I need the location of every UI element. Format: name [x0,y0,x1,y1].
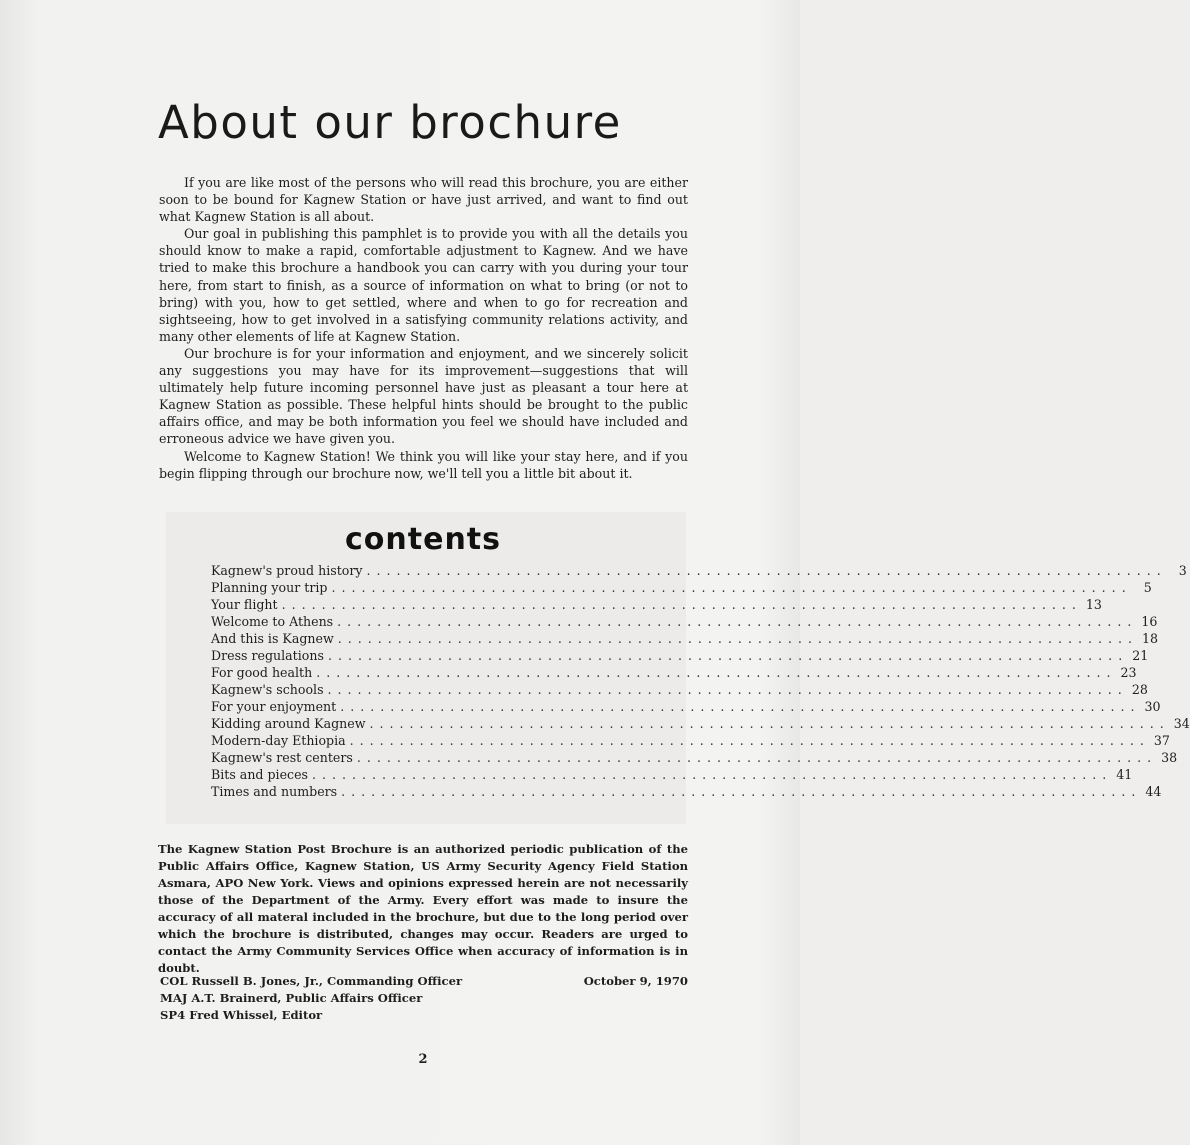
toc-entry-page: 37 [1153,733,1170,748]
toc-entry-label: Planning your trip [211,580,328,595]
page-title: About our brochure [158,96,622,149]
toc-entry [211,665,1137,682]
toc-entry-page: 34 [1173,716,1190,731]
toc-leader-dots: ................................................................................ [281,597,1082,612]
toc-entry-page: 23 [1120,665,1137,680]
toc-entry-page: 16 [1141,614,1158,629]
toc-entry [211,648,1149,665]
publication-date: October 9, 1970 [583,974,688,988]
intro-paragraph: Our goal in publishing this pamphlet is to provide you with all the details you should know to make a rapid, comfortable adjustment to Kagnew. And we have tried to make this brochure a handbook you can carry with you during your tour here, from start to finish, as a source of information on what to bring (or not to bring) with you, how to get settled, where and when to go for recreation and sightseeing, how to get involved in a satisfying community relations activity, and many other elements of life at Kagnew Station. [159,226,688,344]
intro-paragraph: Our brochure is for your information and enjoyment, and we sincerely solicit any suggestions you may have for its improvement—suggestions that will ultimately help future incoming personnel have just as pleasant a tour here at Kagnew Station as possible. These helpful hints should be brought to the public affairs office, and may be both information you feel we should have included and erroneous advice we have given you. [159,345,688,447]
credit-line: MAJ A.T. Brainerd, Public Affairs Officer [160,991,423,1005]
toc-entry [211,682,1148,699]
toc-leader-dots: ................................................................................ [366,563,1167,578]
toc-leader-dots: ................................................................................ [349,733,1150,748]
toc-entry-label: Modern-day Ethiopia [211,733,346,748]
toc-entry [211,784,1162,801]
toc-leader-dots: ................................................................................ [369,716,1170,731]
toc-entry-page: 13 [1085,597,1102,612]
toc-entry [211,750,1178,767]
toc-entry-label: Kidding around Kagnew [211,716,366,731]
toc-entry-label: For good health [211,665,313,680]
toc-entry-label: Kagnew's proud history [211,563,363,578]
toc-leader-dots: ................................................................................ [331,580,1132,595]
toc-entry-page: 18 [1142,631,1159,646]
toc-entry-label: Bits and pieces [211,767,309,782]
table-of-contents [211,563,1190,801]
page-number: 2 [418,1052,428,1067]
toc-entry [211,563,1187,580]
toc-leader-dots: ................................................................................ [337,614,1138,629]
toc-entry-label: Kagnew's rest centers [211,750,353,765]
toc-leader-dots: ................................................................................ [341,784,1142,799]
toc-entry [211,614,1158,631]
toc-leader-dots: ................................................................................ [327,682,1128,697]
toc-entry [211,733,1170,750]
toc-entry-label: Your flight [211,597,278,612]
intro-text [159,174,688,482]
toc-entry [211,699,1161,716]
toc-leader-dots: ................................................................................ [312,767,1113,782]
toc-entry-page: 41 [1116,767,1133,782]
toc-entry-label: And this is Kagnew [211,631,334,646]
toc-entry-page: 3 [1178,563,1187,578]
credit-line: COL Russell B. Jones, Jr., Commanding Officer [160,974,463,988]
toc-entry-page: 30 [1144,699,1161,714]
toc-leader-dots: ................................................................................ [337,631,1139,646]
intro-paragraph: Welcome to Kagnew Station! We think you will like your stay here, and if you begin flipping through our brochure now, we'll tell you a little bit about it. [159,448,688,481]
toc-entry-page: 38 [1161,750,1178,765]
toc-entry-page: 44 [1145,784,1162,799]
toc-leader-dots: ................................................................................ [327,648,1129,663]
toc-leader-dots: ................................................................................ [340,699,1141,714]
publication-notice: The Kagnew Station Post Brochure is an authorized periodic publication of the Public Affairs Office, Kagnew Station, US Army Security Agency Field Station Asmara, APO New York. Views and opinions expressed herein are not necessarily those of the Department of the Army. Every effort was made to insure the accuracy of all materal included in the brochure, but due to the long period over which the brochure is distributed, changes may occur. Readers are urged to contact the Army Community Services Office when accuracy of information is in doubt. [158,842,688,975]
toc-entry [211,580,1152,597]
toc-entry-label: Times and numbers [211,784,338,799]
toc-entry-page: 5 [1143,580,1152,595]
contents-heading: contents [345,522,501,557]
staff-credits [160,973,688,1024]
credit-line: SP4 Fred Whissel, Editor [160,1008,323,1022]
toc-entry [211,631,1159,648]
toc-entry-page: 28 [1131,682,1148,697]
toc-leader-dots: ................................................................................ [316,665,1117,680]
toc-leader-dots: ................................................................................ [356,750,1158,765]
toc-entry [211,767,1133,784]
toc-entry [211,597,1102,614]
toc-entry-label: Kagnew's schools [211,682,324,697]
toc-entry-label: For your enjoyment [211,699,337,714]
toc-entry [211,716,1190,733]
toc-entry-page: 21 [1132,648,1149,663]
intro-paragraph: If you are like most of the persons who will read this brochure, you are either soon to be bound for Kagnew Station or have just arrived, and want to find out what Kagnew Station is all about. [159,175,688,225]
toc-entry-label: Dress regulations [211,648,324,663]
toc-entry-label: Welcome to Athens [211,614,334,629]
